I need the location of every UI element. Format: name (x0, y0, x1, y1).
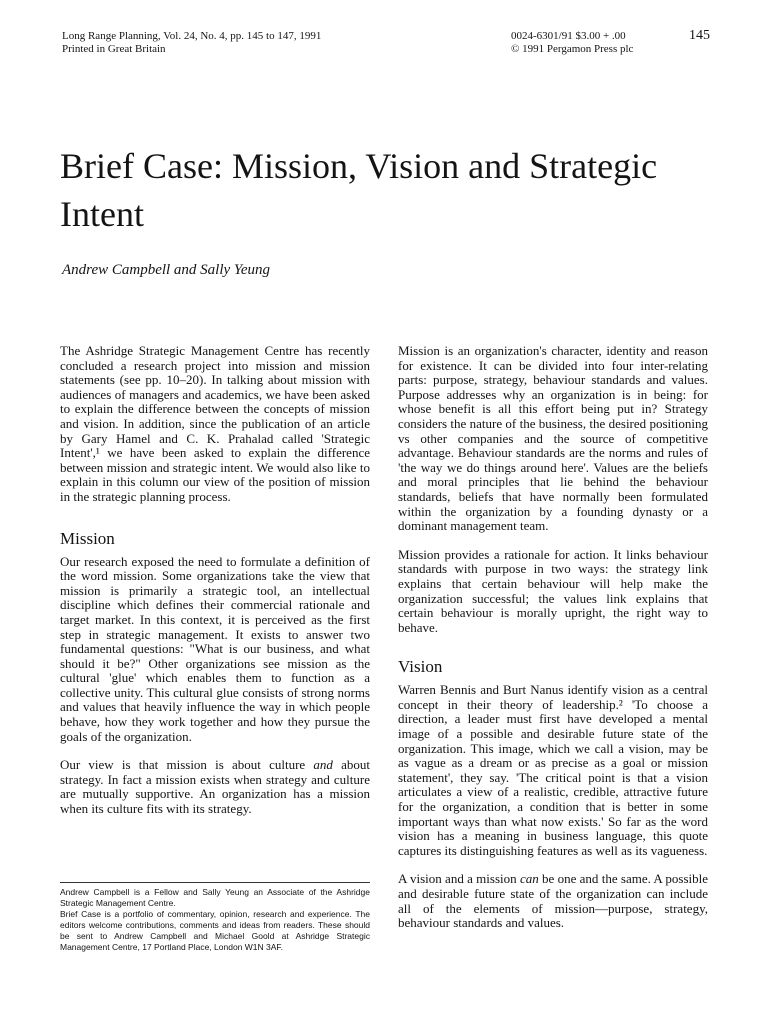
vision-paragraph-2 (398, 872, 708, 930)
mission-rationale-paragraph: Mission provides a rationale for action. It links behaviour standards with purpose in two ways: the strategy link explains that certain behaviour will help make the organization successful; the values link explains that certain behaviour is morally upright, the right way to behave. (398, 546, 708, 635)
vision-p2-emphasis: can (519, 871, 539, 887)
journal-citation (62, 30, 321, 55)
issn-copyright (511, 30, 633, 55)
intro-paragraph: The Ashridge Strategic Management Centre has recently concluded a research project into mission and mission statements (see pp. 10–20). In talking about mission with audiences of managers and academics, we have been asked to explain the difference between the concepts of mission and vision. In addition, since the publication of an article by Gary Hamel and C. K. Prahalad called 'Strategic Intent',¹ we have been asked to explain the difference between mission and strategic intent. We would also like to explain in this column our view of the position of mission in the strategic planning process. (60, 343, 370, 504)
mission-p2-emphasis: and (313, 757, 333, 773)
section-heading-mission: Mission (60, 528, 115, 548)
issn-price-line: 0024-6301/91 $3.00 + .00 (511, 30, 626, 42)
mission-p2-text-b: about strategy. In fact a mission exists when strategy and culture are mutually supportive. An organization has a mission when its culture fits with its strategy. (60, 757, 370, 817)
citation-line: Long Range Planning, Vol. 24, No. 4, pp. 145 to 147, 1991 (62, 30, 322, 42)
author-footnote (60, 882, 370, 953)
footnote-authors: Andrew Campbell is a Fellow and Sally Yeung an Associate of the Ashridge Strategic Management Centre. (60, 887, 370, 908)
mission-p2-text-a: Our view is that mission is about culture (60, 757, 314, 773)
left-column (60, 344, 370, 831)
mission-paragraph-1: Our research exposed the need to formulate a definition of the word mission. Some organizations take the view that mission is primarily a strategic tool, an intellectual discipline which defines their commercial rationale and target market. In this context, it is perceived as the first step in strategic management. It exists to answer two fundamental questions: "What is our business, and what should it be?" Other organizations see mission as the cultural 'glue' which enables them to function as a collective unity. This cultural glue consists of strong norms and values that heavily influence the way in which people behave, how they work together and how they pursue the goals of the organization. (60, 553, 370, 744)
vision-p2-text-b: be one and the same. A possible and desirable future state of the organization can include all of the elements of mission—purpose, strategy, behaviour standards and values. (398, 871, 709, 931)
mission-definition-paragraph: Mission is an organization's character, identity and reason for existence. It can be divided into four inter-relating parts: purpose, strategy, behaviour standards and values. Purpose addresses why an organization is in being: for whose benefit is all this effort being put in? Strategy considers the nature of the business, the desired positioning vs other companies and the source of competitive advantage. Behaviour standards are the norms and rules of 'the way we do things around here'. Values are the beliefs and moral principles that lie behind the behaviour standards, beliefs that have normally been formulated within the organization by a founding dynasty or a dominant management team. (398, 343, 708, 534)
article-title: Brief Case: Mission, Vision and Strategic Intent (60, 146, 658, 234)
printed-in-line: Printed in Great Britain (62, 42, 166, 55)
footnote-brief-case: Brief Case is a portfolio of commentary, opinion, research and experience. The editors welcome contributions, comments and ideas from readers. These should be sent to Andrew Campbell and Michael Goold at Ashridge Strategic Management Centre, 17 Portland Place, London W1N 3AF. (60, 909, 370, 952)
mission-paragraph-2 (60, 758, 370, 816)
page-number: 145 (689, 28, 710, 43)
article-authors: Andrew Campbell and Sally Yeung (62, 262, 271, 278)
right-column (398, 344, 708, 945)
vision-p2-text-a: A vision and a mission (398, 871, 520, 887)
vision-paragraph-1: Warren Bennis and Burt Nanus identify vision as a central concept in their theory of leadership.² 'To choose a direction, a leader must first have developed a mental image of a possible and desirable future state of the organization. This image, which we call a vision, may be as vague as a dream or as precise as a goal or mission statement', they say. 'The critical point is that a vision articulates a view of a realistic, credible, attractive future for the organization, a condition that is better in some important ways than what now exists.' So far as the word vision has a meaning in business language, this quote captures its distinguishing features as well as its vagueness. (398, 682, 708, 858)
section-heading-vision: Vision (398, 657, 443, 677)
copyright-line: © 1991 Pergamon Press plc (511, 42, 634, 55)
